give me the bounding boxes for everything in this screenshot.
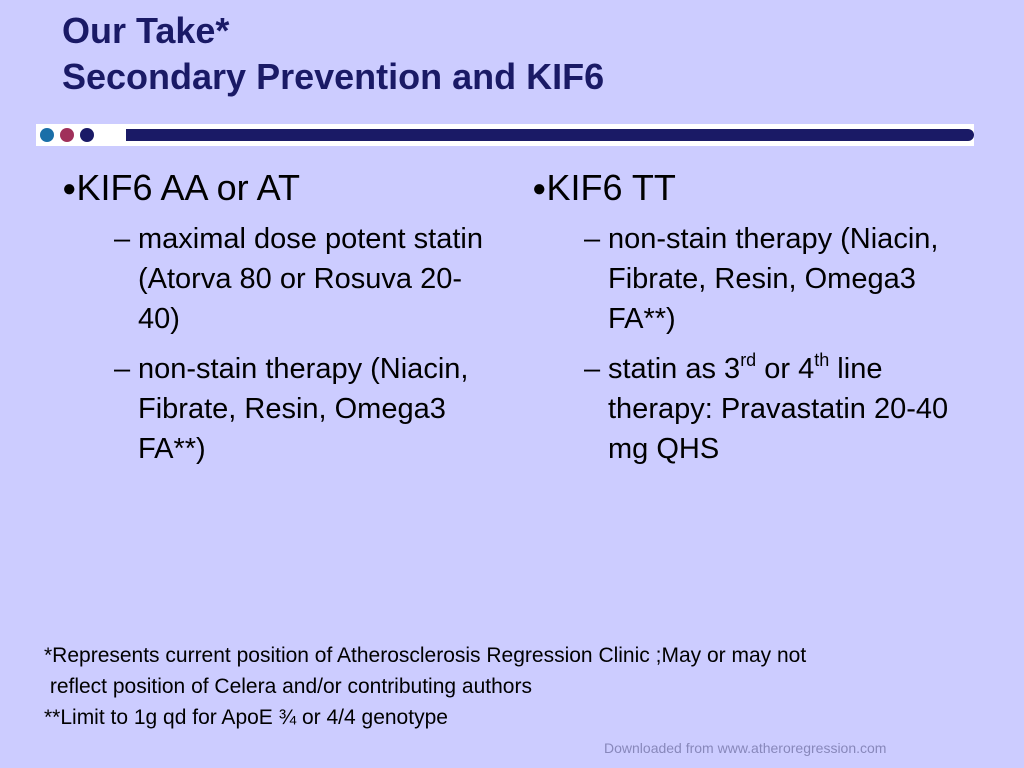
slide-title bbox=[62, 8, 604, 100]
divider-dot-2 bbox=[60, 128, 74, 142]
decorative-divider bbox=[36, 124, 974, 146]
title-line-2: Secondary Prevention and KIF6 bbox=[62, 56, 605, 97]
left-bullet-text: KIF6 AA or AT bbox=[76, 167, 300, 208]
dash-icon: – bbox=[584, 223, 601, 255]
left-sub-2 bbox=[62, 349, 502, 469]
divider-bar bbox=[126, 129, 974, 141]
left-sub-1 bbox=[62, 219, 502, 339]
divider-dot-1 bbox=[40, 128, 54, 142]
right-sub-2-b: or 4 bbox=[756, 353, 815, 385]
footnote-2: reflect position of Celera and/or contributing authors bbox=[44, 675, 532, 698]
divider-dot-3 bbox=[80, 128, 94, 142]
right-column bbox=[532, 166, 972, 479]
right-bullet bbox=[532, 166, 972, 211]
right-sub-1-text: non-stain therapy (Niacin, Fibrate, Resin, Omega3 FA**) bbox=[608, 223, 939, 335]
right-sub-2 bbox=[532, 349, 972, 469]
left-sub-1-text: maximal dose potent statin (Atorva 80 or Rosuva 20-40) bbox=[138, 223, 483, 335]
footnotes bbox=[44, 640, 806, 733]
left-bullet bbox=[62, 166, 502, 211]
source-credit: Downloaded from www.atheroregression.com bbox=[604, 740, 887, 756]
superscript-rd: rd bbox=[740, 350, 757, 370]
right-bullet-text: KIF6 TT bbox=[546, 167, 676, 208]
right-sub-1 bbox=[532, 219, 972, 339]
footnote-3: **Limit to 1g qd for ApoE ¾ or 4/4 genotype bbox=[44, 706, 448, 729]
right-sub-2-a: statin as 3 bbox=[608, 353, 741, 385]
superscript-th: th bbox=[814, 350, 830, 370]
left-column bbox=[62, 166, 502, 479]
bullet-icon: ● bbox=[62, 175, 77, 202]
left-sub-2-text: non-stain therapy (Niacin, Fibrate, Resin, Omega3 FA**) bbox=[138, 353, 469, 465]
right-sub-2-c: line therapy: Pravastatin 20-40 mg QHS bbox=[608, 353, 949, 465]
title-line-1: Our Take* bbox=[62, 10, 230, 51]
dash-icon: – bbox=[114, 353, 131, 385]
dash-icon: – bbox=[114, 223, 131, 255]
dash-icon: – bbox=[584, 353, 601, 385]
bullet-icon: ● bbox=[532, 175, 547, 202]
footnote-1: *Represents current position of Atherosclerosis Regression Clinic ;May or may not bbox=[44, 644, 807, 667]
